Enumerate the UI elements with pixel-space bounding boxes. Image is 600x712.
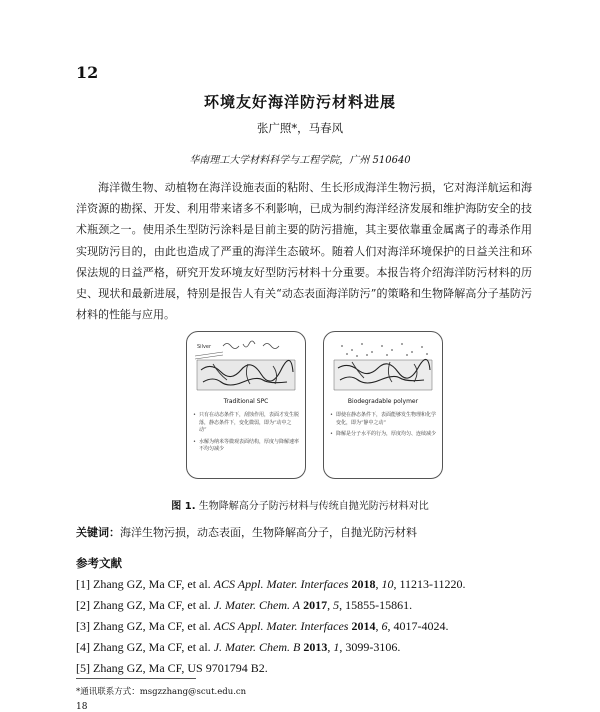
keywords-text: 海洋生物污损，动态表面，生物降解高分子，自抛光防污材料: [120, 526, 417, 539]
bullet-item: • 即使在静态条件下，表面能够发生物理和化学变化，即为“静中之动”: [330, 412, 436, 427]
panel-traditional-spc: [186, 331, 306, 479]
reference-item: [5] Zhang GZ, Ma CF, US 9701794 B2.: [76, 661, 268, 675]
affiliation: 华南理工大学材料科学与工程学院，广州 510640: [189, 155, 411, 166]
abstract-paragraph: 海洋微生物、动植物在海洋设施表面的粘附、生长形成海洋生物污损，它对海洋航运和海洋资源的勘探、开发、利用带来诸多不利影响，已成为制约海洋经济发展和维护海防安全的技术瓶颈之一。使用杀生型防污涂料是目前主要的防污措施，其主要依靠重金属离子的毒杀作用实现防污目的，由此也造成了严重的海洋生态破坏。随着人们对海洋环境保护的日益关注和环保法规的日益严格，研究开发环境友好型防污材料十分重要。本报告将介绍海洋防污材料的历史、现状和最新进展，特别是报告人有关“动态表面海洋防污”的策略和生物降解高分子基防污材料的性能与应用。: [76, 181, 532, 322]
traditional-spc-bullets: [193, 412, 299, 458]
reference-item: [4] Zhang GZ, Ma CF, et al. J. Mater. Chem. B 2013, 1, 3099-3106.: [76, 640, 401, 654]
reference-item: [2] Zhang GZ, Ma CF, et al. J. Mater. Chem. A 2017, 5, 15855-15861.: [76, 598, 413, 612]
silver-label: Silver: [197, 344, 212, 350]
keywords-label: 关键词：: [76, 526, 120, 539]
reference-list: [76, 574, 466, 679]
caption-label: 图 1.: [171, 501, 196, 512]
bullet-item: • 降解是分子水平的行为，厚度均匀、连续减少: [330, 431, 436, 439]
footnote-contact: *通讯联系方式：msgzzhang@scut.edu.cn: [76, 687, 247, 697]
traditional-spc-label: Traditional SPC: [223, 398, 269, 405]
footnote-divider: [76, 678, 196, 679]
biodegradable-polymer-label: Biodegradable polymer: [347, 398, 419, 405]
reference-item: [1] Zhang GZ, Ma CF, et al. ACS Appl. Mater. Interfaces 2018, 10, 11213-11220.: [76, 577, 466, 591]
author-list: 张广照*，马春风: [256, 121, 344, 135]
reference-item: [3] Zhang GZ, Ma CF, et al. ACS Appl. Mater. Interfaces 2014, 6, 4017-4024.: [76, 619, 449, 633]
paper-title: 环境友好海洋防污材料进展: [203, 93, 396, 111]
references-heading: 参考文献: [76, 556, 122, 570]
bullet-item: • 水解为纳米等微观表面结构，厚度与降解速率不均匀减少: [193, 439, 299, 454]
bottom-page-number: 18: [76, 702, 88, 712]
caption-text: 生物降解高分子防污材料与传统自抛光防污材料对比: [198, 501, 429, 512]
keywords: [76, 524, 417, 540]
page-number: 12: [76, 63, 99, 82]
biodegradable-polymer-bullets: [330, 412, 436, 443]
bullet-item: • 只有在动态条件下，刮蚀作用，表面才发生脱落，静态条件下，变化微弱，即为“动中之动”: [193, 412, 299, 435]
figure-caption: [0, 497, 600, 512]
biodegradable-polymer-illustration: [330, 340, 436, 392]
figure-1: [186, 331, 446, 479]
panel-biodegradable-polymer: [323, 331, 443, 479]
